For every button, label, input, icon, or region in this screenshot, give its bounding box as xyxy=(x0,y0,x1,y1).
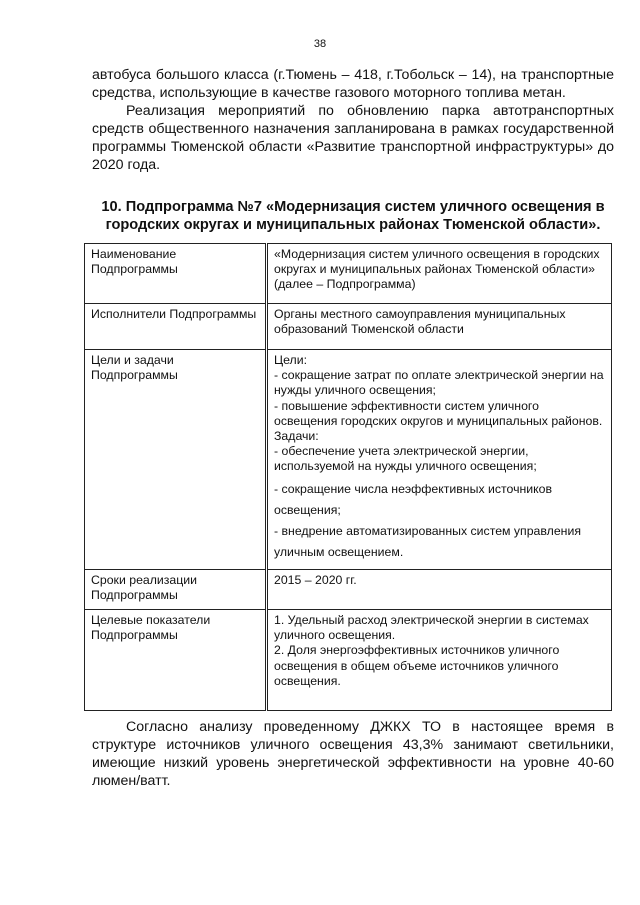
value-line: «Модернизация систем уличного освещения в городских округах и муниципальных районах Тюменской области» (далее – Подпрограмма) xyxy=(274,247,600,292)
table-row xyxy=(85,569,612,609)
passport-table xyxy=(84,243,612,711)
value-line: - сокращение числа неэффективных источников освещения; xyxy=(274,481,553,517)
value-line: Задачи: xyxy=(274,429,319,444)
row-label: Цели и задачи Подпрограммы xyxy=(85,350,267,570)
value-line: 2015 – 2020 гг. xyxy=(274,572,357,587)
value-line: - сокращение затрат по оплате электрической энергии на нужды уличного освещения; xyxy=(274,368,604,398)
value-line: - повышение эффективности систем уличного освещения городских округов и муниципальных районов. xyxy=(274,398,603,428)
row-value xyxy=(267,350,612,570)
row-label: Исполнители Подпрограммы xyxy=(85,304,267,350)
conclusion-paragraph: Согласно анализу проведенному ДЖКХ ТО в настоящее время в структуре источников уличного освещения 43,3% занимают светильники, имеющие низкий уровень энергетической эффективности на уровне 40-60 люмен/ватт. xyxy=(92,719,614,789)
row-label: Сроки реализации Подпрограммы xyxy=(85,569,267,609)
table-row xyxy=(85,244,612,304)
row-label: Наименование Подпрограммы xyxy=(85,244,267,304)
intro-paragraph-1: автобуса большого класса (г.Тюмень – 418, г.Тобольск – 14), на транспортные средства, использующие в качестве газового моторного топлива метан. xyxy=(92,67,614,101)
row-value xyxy=(267,304,612,350)
table-row xyxy=(85,610,612,711)
value-line: - внедрение автоматизированных систем управления уличным освещением. xyxy=(274,523,581,559)
page-number: 38 xyxy=(313,38,327,50)
row-value xyxy=(267,244,612,304)
table-row xyxy=(85,304,612,350)
value-line: Органы местного самоуправления муниципальных образований Тюменской области xyxy=(274,307,566,337)
value-line: Цели: xyxy=(274,353,307,367)
value-line: 2. Доля энергоэффективных источников уличного освещения в общем объеме источников уличного освещения. xyxy=(274,643,560,688)
row-value xyxy=(267,569,612,609)
intro-paragraph-2: Реализация мероприятий по обновлению парка автотранспортных средств общественного назначения запланирована в рамках государственной программы Тюменской области «Развитие транспортной инфраструктуры» до 2020 года. xyxy=(92,103,614,173)
table-row xyxy=(85,350,612,570)
value-line: 1. Удельный расход электрической энергии в системах уличного освещения. xyxy=(274,613,589,643)
value-line: - обеспечение учета электрической энергии, используемой на нужды уличного освещения; xyxy=(274,444,537,474)
section-heading: 10. Подпрограмма №7 «Модернизация систем уличного освещения в городских округах и муниципальных районах Тюменской области». xyxy=(101,199,605,233)
row-value xyxy=(267,610,612,711)
row-label: Целевые показатели Подпрограммы xyxy=(85,610,267,711)
